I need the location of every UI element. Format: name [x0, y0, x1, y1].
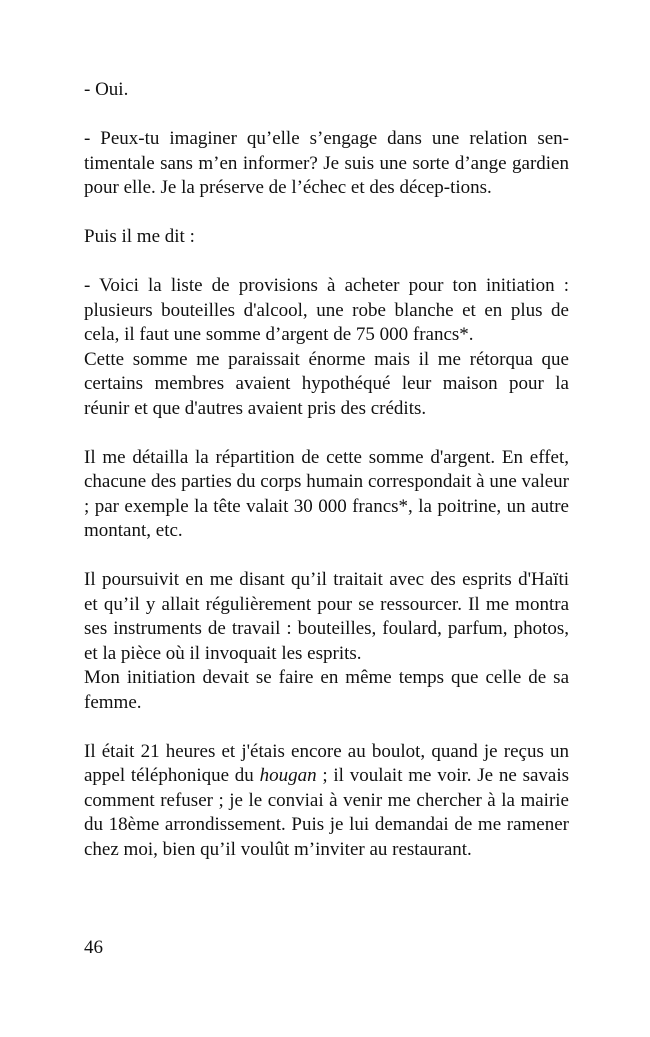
paragraph-oui: - Oui. — [84, 79, 129, 100]
paragraph-liste-provisions: - Voici la liste de provisions à acheter pour ton initiation : plusieurs bouteilles d'alcool, une robe blanche et en plus de cela, il faut une somme d’argent de 75 000 francs*. — [84, 275, 569, 345]
emphasis-hougan: hougan — [259, 765, 317, 786]
paragraph-initiation: Mon initiation devait se faire en même temps que celle de sa femme. — [84, 667, 569, 713]
paragraph-repartition: Il me détailla la répartition de cette somme d'argent. En effet, chacune des parties du corps humain correspondait à une valeur ; par exemple la tête valait 30 000 francs*, la poitrine, un autre montant, etc. — [84, 446, 569, 541]
paragraph-esprits-haiti: Il poursuivit en me disant qu’il traitait avec des esprits d'Haïti et qu’il y allait régulièrement pour se ressourcer. Il me montra ses instruments de travail : bouteilles, foulard, parfum, photos, et la pièce où il invoquait les esprits. — [84, 569, 569, 664]
page-body — [84, 78, 569, 887]
text-after-emphasis: ; il voulait me voir. Je ne savais comment refuser ; je le conviai à venir me chercher à la mairie du 18ème arrondissement. Puis je lui demandai de me ramener chez moi, bien qu’il voulût m’inviter au restaurant. — [84, 765, 569, 860]
paragraph-ange-gardien: - Peux-tu imaginer qu’elle s’engage dans une relation sen-timentale sans m’en informer? Je suis une sorte d’ange gardien pour elle. Je la préserve de l’échec et des décep-tions. — [84, 128, 569, 198]
paragraph-puis-il-me-dit: Puis il me dit : — [84, 226, 195, 247]
text-before-emphasis: Il était 21 heures et j'étais encore au boulot, quand je reçus un appel téléphonique du — [84, 740, 569, 786]
page-number: 46 — [84, 937, 103, 958]
paragraph-appel-hougan — [84, 740, 569, 863]
paragraph-somme-enorme: Cette somme me paraissait énorme mais il me rétorqua que certains membres avaient hypothéqué leur maison pour la réunir et que d'autres avaient pris des crédits. — [84, 348, 569, 419]
